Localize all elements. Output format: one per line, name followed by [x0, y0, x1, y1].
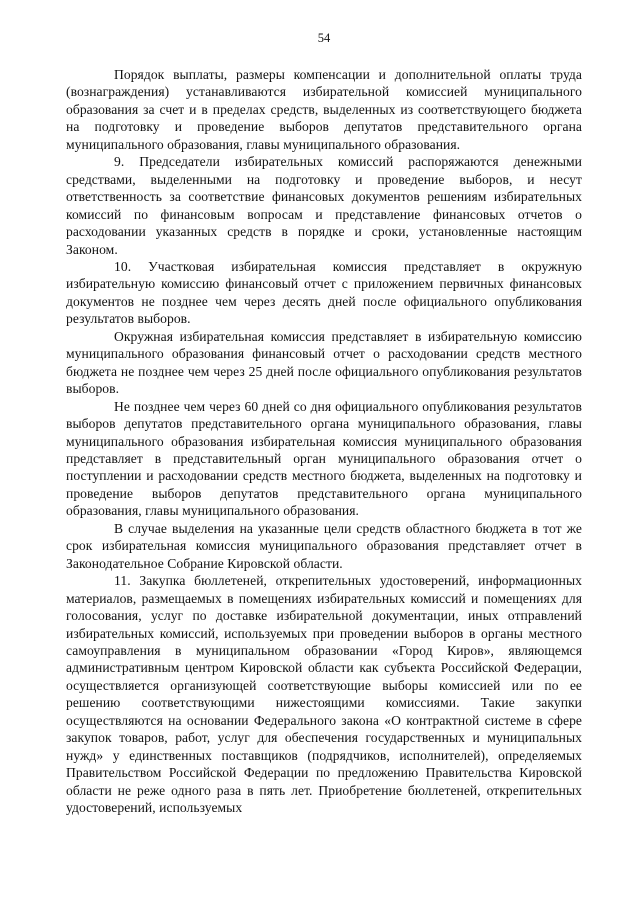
page-number: 54 [317, 31, 331, 45]
document-page [66, 30, 582, 816]
paragraph-district-report: Окружная избирательная комиссия представляет в избирательную комиссию муниципального образования финансовый отчет о расходовании средств местного бюджета не позднее чем через 25 дней после официального опубликования результатов выборов. [66, 328, 582, 397]
paragraph-60-days-report: Не позднее чем через 60 дней со дня официального опубликования результатов выборов депутатов представительного органа муниципального образования, главы муниципального образования избирательная комиссия муниципального образования представляет в представительный орган муниципального образования отчет о поступлении и расходовании средств местного бюджета, выделенных на подготовку и проведение выборов депутатов представительного органа муниципального образования, главы муниципального образования. [66, 398, 582, 519]
paragraph-10-precinct-report: 10. Участковая избирательная комиссия представляет в окружную избирательную комиссию финансовый отчет с приложением первичных финансовых документов не позднее чем через десять дней после официального опубликования результатов выборов. [66, 258, 582, 327]
paragraph-regional-budget: В случае выделения на указанные цели средств областного бюджета в тот же срок избирательная комиссия муниципального образования представляет отчет в Законодательное Собрание Кировской области. [66, 520, 582, 571]
paragraph-9-chairs-funds: 9. Председатели избирательных комиссий распоряжаются денежными средствами, выделенными на подготовку и проведение выборов, и несут ответственность за соответствие финансовых документов решениям избирательных комиссий по финансовым вопросам и представление финансовых отчетов о расходовании указанных средств в порядке и сроки, установленные настоящим Законом. [66, 154, 582, 257]
paragraph-11-procurement: 11. Закупка бюллетеней, открепительных удостоверений, информационных материалов, размещаемых в помещениях избирательных комиссий и помещениях для голосования, услуг по доставке избирательной документации, иных отправлений избирательных комиссий, используемых при проведении выборов в органы местного самоуправления в муниципальном образовании «Город Киров», являющемся административным центром Кировской области как субъекта Российской Федерации, осуществляется организующей соответствующие выборы комиссией или по ее решению соответствующими нижестоящими комиссиями. Такие закупки осуществляются на основании Федерального закона «О контрактной системе в сфере закупок товаров, работ, услуг для обеспечения государственных и муниципальных нужд» у единственных поставщиков (подрядчиков, исполнителей), определяемых Правительством Российской Федерации по предложению Правительства Кировской области не реже одного раза в пять лет. Приобретение бюллетеней, открепительных удостоверений, используемых [66, 573, 582, 816]
paragraph-payment-order: Порядок выплаты, размеры компенсации и дополнительной оплаты труда (вознаграждения) устанавливаются избирательной комиссией муниципального образования за счет и в пределах средств, выделенных из соответствующего бюджета на подготовку и проведение выборов депутатов представительного органа муниципального образования, главы муниципального образования. [66, 67, 582, 152]
